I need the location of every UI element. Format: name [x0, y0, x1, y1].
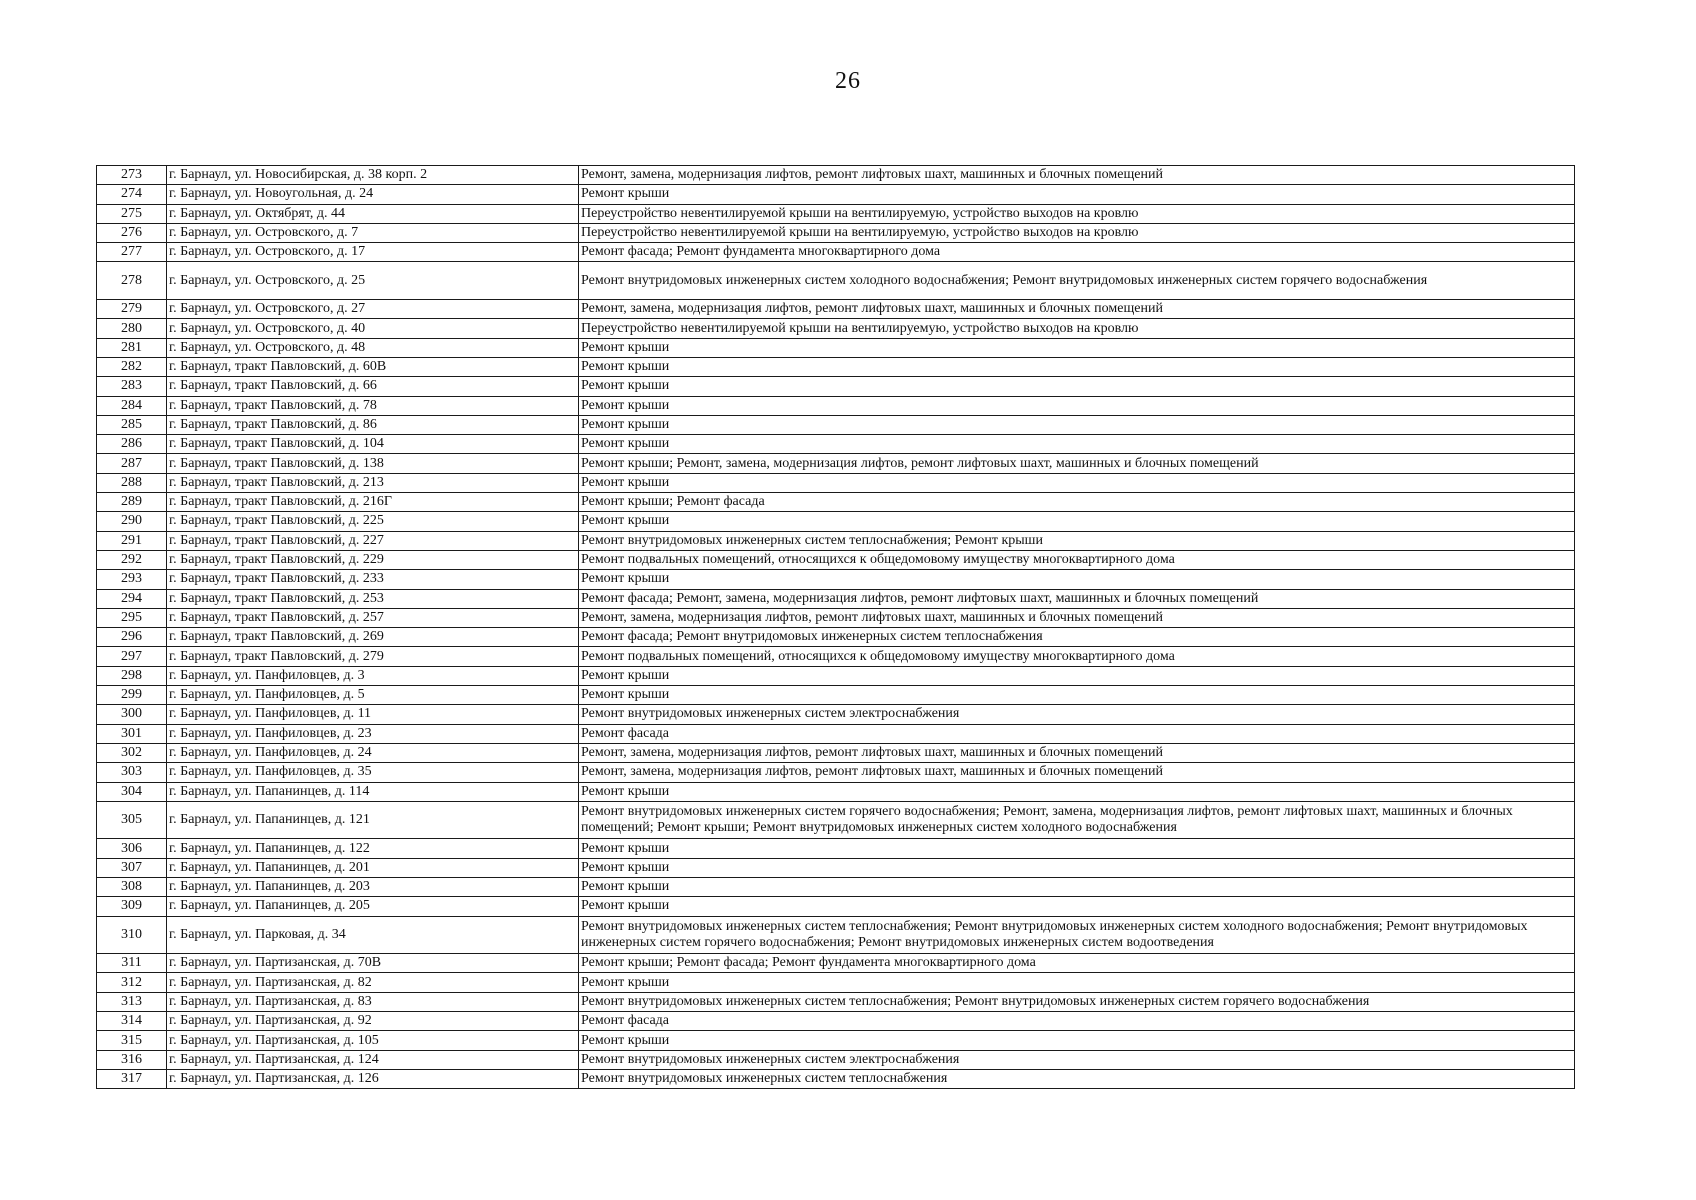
work-type-cell: Ремонт внутридомовых инженерных систем теплоснабжения; Ремонт крыши — [579, 531, 1575, 550]
work-type-cell: Ремонт крыши — [579, 338, 1575, 357]
table-row — [97, 743, 1575, 762]
table-row — [97, 782, 1575, 801]
row-number-cell: 292 — [97, 550, 167, 569]
row-number-cell: 313 — [97, 992, 167, 1011]
row-number-cell: 293 — [97, 570, 167, 589]
table-row — [97, 1031, 1575, 1050]
address-cell: г. Барнаул, ул. Островского, д. 17 — [167, 243, 579, 262]
table-row — [97, 454, 1575, 473]
table-row — [97, 705, 1575, 724]
address-cell: г. Барнаул, ул. Партизанская, д. 82 — [167, 973, 579, 992]
work-type-cell: Ремонт фасада; Ремонт внутридомовых инженерных систем теплоснабжения — [579, 628, 1575, 647]
table-row — [97, 262, 1575, 300]
table-row — [97, 204, 1575, 223]
table-row — [97, 801, 1575, 839]
work-type-cell: Ремонт крыши — [579, 877, 1575, 896]
table-row — [97, 992, 1575, 1011]
work-type-cell: Ремонт внутридомовых инженерных систем теплоснабжения; Ремонт внутридомовых инженерных систем холодного водоснабжения; Ремонт внутридомовых инженерных систем горячего водоснабжения; Ремонт внутридомовых инженерных систем водоотведения — [579, 916, 1575, 954]
table-row — [97, 897, 1575, 916]
work-type-cell: Ремонт крыши — [579, 357, 1575, 376]
work-type-cell: Переустройство невентилируемой крыши на вентилируемую, устройство выходов на кровлю — [579, 204, 1575, 223]
work-type-cell: Ремонт крыши — [579, 686, 1575, 705]
table-row — [97, 166, 1575, 185]
repair-registry-table — [96, 165, 1575, 1089]
row-number-cell: 286 — [97, 435, 167, 454]
row-number-cell: 285 — [97, 415, 167, 434]
address-cell: г. Барнаул, ул. Октябрят, д. 44 — [167, 204, 579, 223]
row-number-cell: 306 — [97, 839, 167, 858]
table-row — [97, 916, 1575, 954]
table-row — [97, 1069, 1575, 1088]
registry-body — [97, 166, 1575, 1089]
table-row — [97, 223, 1575, 242]
work-type-cell: Ремонт крыши — [579, 858, 1575, 877]
work-type-cell: Ремонт внутридомовых инженерных систем теплоснабжения — [579, 1069, 1575, 1088]
row-number-cell: 279 — [97, 300, 167, 319]
row-number-cell: 303 — [97, 763, 167, 782]
table-row — [97, 1012, 1575, 1031]
row-number-cell: 278 — [97, 262, 167, 300]
address-cell: г. Барнаул, ул. Панфиловцев, д. 24 — [167, 743, 579, 762]
work-type-cell: Ремонт крыши — [579, 396, 1575, 415]
row-number-cell: 289 — [97, 493, 167, 512]
table-row — [97, 973, 1575, 992]
row-number-cell: 302 — [97, 743, 167, 762]
address-cell: г. Барнаул, тракт Павловский, д. 279 — [167, 647, 579, 666]
row-number-cell: 281 — [97, 338, 167, 357]
address-cell: г. Барнаул, ул. Партизанская, д. 92 — [167, 1012, 579, 1031]
table-row — [97, 666, 1575, 685]
row-number-cell: 273 — [97, 166, 167, 185]
table-row — [97, 473, 1575, 492]
table-row — [97, 415, 1575, 434]
work-type-cell: Ремонт, замена, модернизация лифтов, ремонт лифтовых шахт, машинных и блочных помещений — [579, 743, 1575, 762]
work-type-cell: Ремонт крыши — [579, 973, 1575, 992]
row-number-cell: 307 — [97, 858, 167, 877]
address-cell: г. Барнаул, ул. Папанинцев, д. 121 — [167, 801, 579, 839]
work-type-cell: Ремонт крыши — [579, 435, 1575, 454]
address-cell: г. Барнаул, ул. Партизанская, д. 126 — [167, 1069, 579, 1088]
row-number-cell: 300 — [97, 705, 167, 724]
work-type-cell: Переустройство невентилируемой крыши на вентилируемую, устройство выходов на кровлю — [579, 223, 1575, 242]
row-number-cell: 291 — [97, 531, 167, 550]
address-cell: г. Барнаул, ул. Новоугольная, д. 24 — [167, 185, 579, 204]
row-number-cell: 280 — [97, 319, 167, 338]
address-cell: г. Барнаул, ул. Островского, д. 48 — [167, 338, 579, 357]
work-type-cell: Ремонт, замена, модернизация лифтов, ремонт лифтовых шахт, машинных и блочных помещений — [579, 300, 1575, 319]
address-cell: г. Барнаул, ул. Панфиловцев, д. 35 — [167, 763, 579, 782]
address-cell: г. Барнаул, тракт Павловский, д. 78 — [167, 396, 579, 415]
row-number-cell: 315 — [97, 1031, 167, 1050]
address-cell: г. Барнаул, тракт Павловский, д. 60В — [167, 357, 579, 376]
work-type-cell: Ремонт крыши — [579, 185, 1575, 204]
work-type-cell: Ремонт крыши; Ремонт фасада; Ремонт фундамента многоквартирного дома — [579, 954, 1575, 973]
row-number-cell: 295 — [97, 608, 167, 627]
table-row — [97, 1050, 1575, 1069]
work-type-cell: Ремонт, замена, модернизация лифтов, ремонт лифтовых шахт, машинных и блочных помещений — [579, 608, 1575, 627]
row-number-cell: 312 — [97, 973, 167, 992]
work-type-cell: Ремонт подвальных помещений, относящихся к общедомовому имуществу многоквартирного дома — [579, 647, 1575, 666]
table-row — [97, 243, 1575, 262]
table-row — [97, 357, 1575, 376]
work-type-cell: Ремонт крыши — [579, 839, 1575, 858]
row-number-cell: 309 — [97, 897, 167, 916]
table-row — [97, 435, 1575, 454]
table-row — [97, 512, 1575, 531]
work-type-cell: Ремонт внутридомовых инженерных систем горячего водоснабжения; Ремонт, замена, модернизация лифтов, ремонт лифтовых шахт, машинных и блочных помещений; Ремонт крыши; Ремонт внутридомовых инженерных систем холодного водоснабжения — [579, 801, 1575, 839]
work-type-cell: Ремонт подвальных помещений, относящихся к общедомовому имуществу многоквартирного дома — [579, 550, 1575, 569]
row-number-cell: 310 — [97, 916, 167, 954]
table-row — [97, 608, 1575, 627]
row-number-cell: 301 — [97, 724, 167, 743]
row-number-cell: 311 — [97, 954, 167, 973]
address-cell: г. Барнаул, ул. Папанинцев, д. 203 — [167, 877, 579, 896]
address-cell: г. Барнаул, ул. Партизанская, д. 83 — [167, 992, 579, 1011]
row-number-cell: 305 — [97, 801, 167, 839]
work-type-cell: Ремонт фасада — [579, 724, 1575, 743]
table-row — [97, 877, 1575, 896]
address-cell: г. Барнаул, ул. Парковая, д. 34 — [167, 916, 579, 954]
table-row — [97, 185, 1575, 204]
work-type-cell: Ремонт крыши — [579, 512, 1575, 531]
work-type-cell: Ремонт фасада; Ремонт, замена, модернизация лифтов, ремонт лифтовых шахт, машинных и блочных помещений — [579, 589, 1575, 608]
work-type-cell: Ремонт, замена, модернизация лифтов, ремонт лифтовых шахт, машинных и блочных помещений — [579, 166, 1575, 185]
table-row — [97, 550, 1575, 569]
row-number-cell: 299 — [97, 686, 167, 705]
table-row — [97, 858, 1575, 877]
address-cell: г. Барнаул, ул. Папанинцев, д. 201 — [167, 858, 579, 877]
work-type-cell: Ремонт внутридомовых инженерных систем электроснабжения — [579, 705, 1575, 724]
work-type-cell: Ремонт крыши — [579, 377, 1575, 396]
address-cell: г. Барнаул, ул. Новосибирская, д. 38 корп. 2 — [167, 166, 579, 185]
row-number-cell: 297 — [97, 647, 167, 666]
address-cell: г. Барнаул, тракт Павловский, д. 233 — [167, 570, 579, 589]
table-row — [97, 338, 1575, 357]
row-number-cell: 314 — [97, 1012, 167, 1031]
page-number: 26 — [835, 68, 861, 94]
work-type-cell: Ремонт фасада — [579, 1012, 1575, 1031]
row-number-cell: 274 — [97, 185, 167, 204]
address-cell: г. Барнаул, ул. Панфиловцев, д. 5 — [167, 686, 579, 705]
address-cell: г. Барнаул, ул. Панфиловцев, д. 23 — [167, 724, 579, 743]
address-cell: г. Барнаул, тракт Павловский, д. 104 — [167, 435, 579, 454]
work-type-cell: Ремонт, замена, модернизация лифтов, ремонт лифтовых шахт, машинных и блочных помещений — [579, 763, 1575, 782]
work-type-cell: Ремонт крыши — [579, 570, 1575, 589]
address-cell: г. Барнаул, тракт Павловский, д. 225 — [167, 512, 579, 531]
row-number-cell: 277 — [97, 243, 167, 262]
table-row — [97, 493, 1575, 512]
address-cell: г. Барнаул, ул. Островского, д. 25 — [167, 262, 579, 300]
work-type-cell: Ремонт крыши — [579, 782, 1575, 801]
table-row — [97, 300, 1575, 319]
row-number-cell: 304 — [97, 782, 167, 801]
row-number-cell: 276 — [97, 223, 167, 242]
row-number-cell: 308 — [97, 877, 167, 896]
address-cell: г. Барнаул, ул. Партизанская, д. 124 — [167, 1050, 579, 1069]
address-cell: г. Барнаул, ул. Островского, д. 27 — [167, 300, 579, 319]
row-number-cell: 282 — [97, 357, 167, 376]
table-row — [97, 531, 1575, 550]
row-number-cell: 283 — [97, 377, 167, 396]
address-cell: г. Барнаул, ул. Панфиловцев, д. 11 — [167, 705, 579, 724]
row-number-cell: 294 — [97, 589, 167, 608]
work-type-cell: Ремонт фасада; Ремонт фундамента многоквартирного дома — [579, 243, 1575, 262]
address-cell: г. Барнаул, ул. Партизанская, д. 105 — [167, 1031, 579, 1050]
address-cell: г. Барнаул, тракт Павловский, д. 269 — [167, 628, 579, 647]
table-row — [97, 319, 1575, 338]
address-cell: г. Барнаул, тракт Павловский, д. 213 — [167, 473, 579, 492]
work-type-cell: Ремонт крыши — [579, 473, 1575, 492]
table-row — [97, 763, 1575, 782]
work-type-cell: Ремонт крыши; Ремонт, замена, модернизация лифтов, ремонт лифтовых шахт, машинных и блочных помещений — [579, 454, 1575, 473]
address-cell: г. Барнаул, ул. Островского, д. 40 — [167, 319, 579, 338]
table-row — [97, 396, 1575, 415]
work-type-cell: Ремонт крыши; Ремонт фасада — [579, 493, 1575, 512]
row-number-cell: 284 — [97, 396, 167, 415]
address-cell: г. Барнаул, ул. Панфиловцев, д. 3 — [167, 666, 579, 685]
row-number-cell: 290 — [97, 512, 167, 531]
table-row — [97, 647, 1575, 666]
address-cell: г. Барнаул, ул. Папанинцев, д. 205 — [167, 897, 579, 916]
table-row — [97, 377, 1575, 396]
work-type-cell: Ремонт крыши — [579, 666, 1575, 685]
row-number-cell: 288 — [97, 473, 167, 492]
address-cell: г. Барнаул, ул. Партизанская, д. 70В — [167, 954, 579, 973]
address-cell: г. Барнаул, тракт Павловский, д. 229 — [167, 550, 579, 569]
table-row — [97, 724, 1575, 743]
table-row — [97, 839, 1575, 858]
address-cell: г. Барнаул, тракт Павловский, д. 138 — [167, 454, 579, 473]
row-number-cell: 317 — [97, 1069, 167, 1088]
row-number-cell: 316 — [97, 1050, 167, 1069]
work-type-cell: Ремонт внутридомовых инженерных систем теплоснабжения; Ремонт внутридомовых инженерных систем горячего водоснабжения — [579, 992, 1575, 1011]
table-row — [97, 628, 1575, 647]
address-cell: г. Барнаул, ул. Папанинцев, д. 122 — [167, 839, 579, 858]
table-row — [97, 589, 1575, 608]
table-row — [97, 686, 1575, 705]
work-type-cell: Переустройство невентилируемой крыши на вентилируемую, устройство выходов на кровлю — [579, 319, 1575, 338]
work-type-cell: Ремонт крыши — [579, 415, 1575, 434]
work-type-cell: Ремонт крыши — [579, 897, 1575, 916]
row-number-cell: 287 — [97, 454, 167, 473]
address-cell: г. Барнаул, ул. Папанинцев, д. 114 — [167, 782, 579, 801]
address-cell: г. Барнаул, тракт Павловский, д. 216Г — [167, 493, 579, 512]
table-row — [97, 570, 1575, 589]
address-cell: г. Барнаул, тракт Павловский, д. 227 — [167, 531, 579, 550]
address-cell: г. Барнаул, ул. Островского, д. 7 — [167, 223, 579, 242]
row-number-cell: 298 — [97, 666, 167, 685]
row-number-cell: 296 — [97, 628, 167, 647]
row-number-cell: 275 — [97, 204, 167, 223]
address-cell: г. Барнаул, тракт Павловский, д. 257 — [167, 608, 579, 627]
work-type-cell: Ремонт крыши — [579, 1031, 1575, 1050]
work-type-cell: Ремонт внутридомовых инженерных систем электроснабжения — [579, 1050, 1575, 1069]
address-cell: г. Барнаул, тракт Павловский, д. 66 — [167, 377, 579, 396]
address-cell: г. Барнаул, тракт Павловский, д. 253 — [167, 589, 579, 608]
work-type-cell: Ремонт внутридомовых инженерных систем холодного водоснабжения; Ремонт внутридомовых инженерных систем горячего водоснабжения — [579, 262, 1575, 300]
table-row — [97, 954, 1575, 973]
address-cell: г. Барнаул, тракт Павловский, д. 86 — [167, 415, 579, 434]
